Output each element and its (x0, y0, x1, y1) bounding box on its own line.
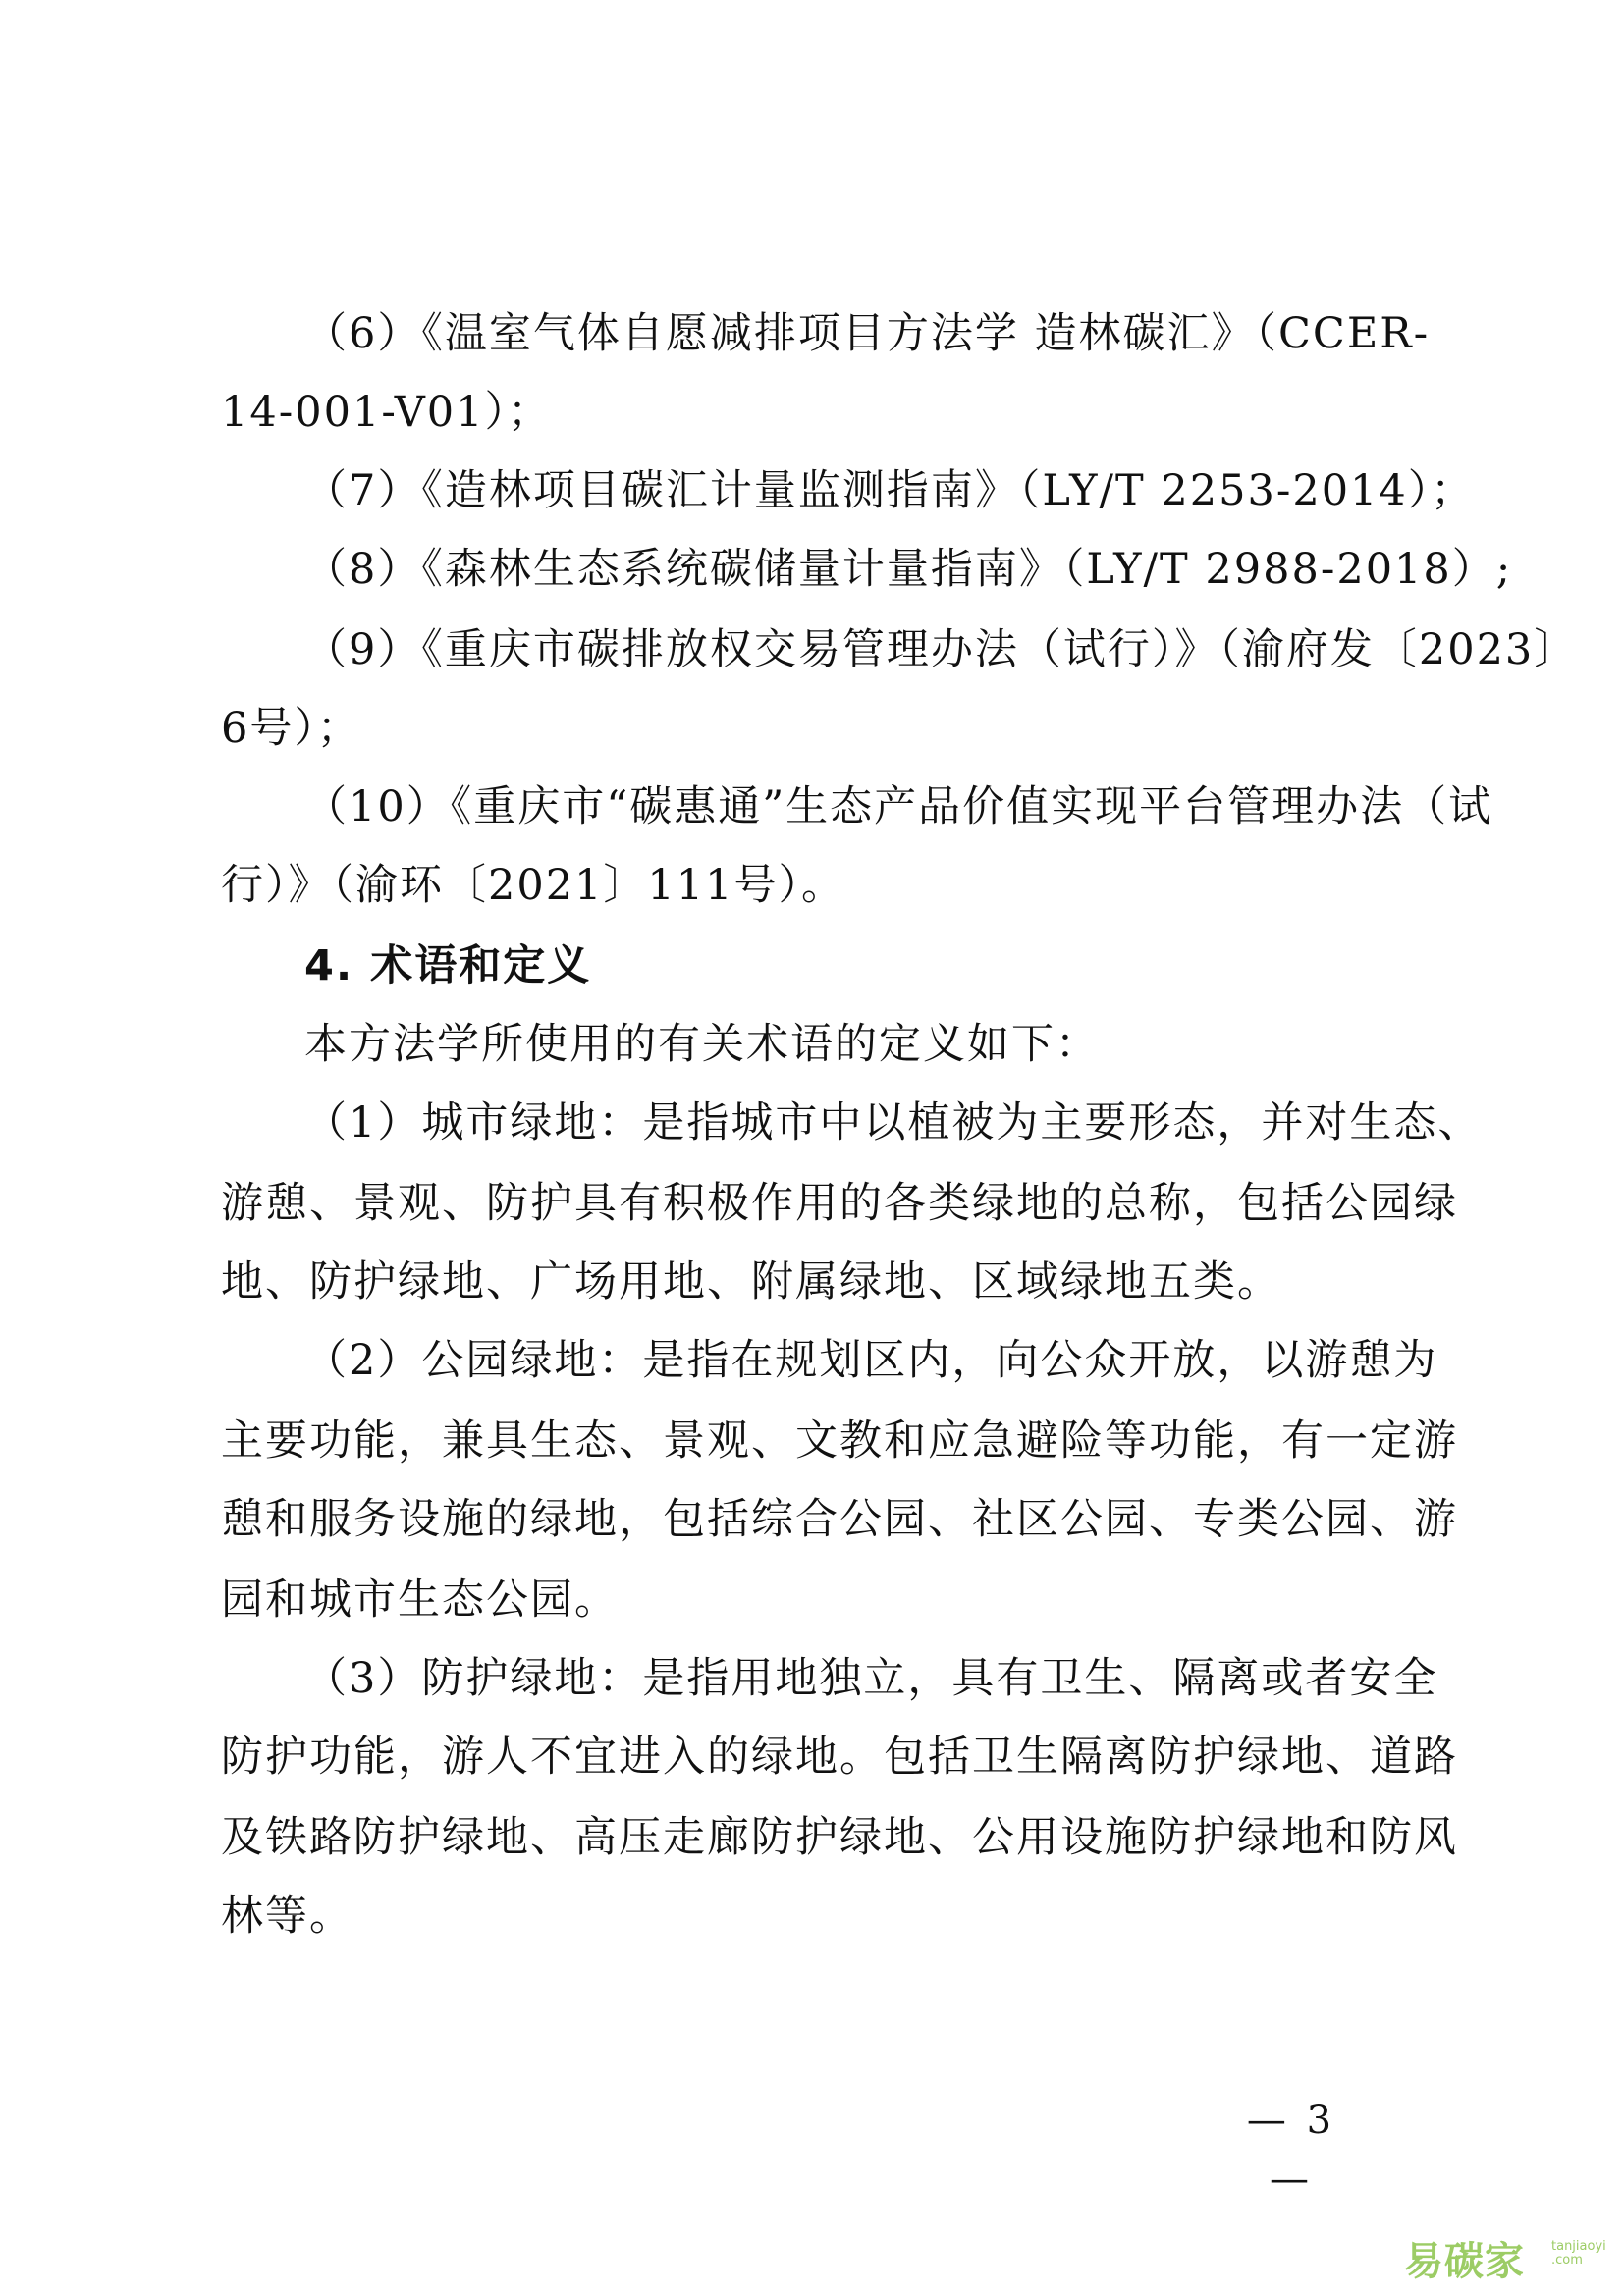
paragraph-line: 行）》（渝环〔2021〕111号）。 (221, 861, 846, 910)
section-heading: 4. 术语和定义 (304, 941, 592, 990)
paragraph-line: 游憩、景观、防护具有积极作用的各类绿地的总称，包括公园绿 (221, 1179, 1458, 1228)
paragraph-line: （1）城市绿地：是指城市中以植被为主要形态，并对生态、 (304, 1098, 1483, 1148)
watermark-brand: 易碳家 (1404, 2239, 1525, 2284)
paragraph-line: 14-001-V01）； (221, 388, 552, 437)
paragraph-line: （9）《重庆市碳排放权交易管理办法（试行）》（渝府发〔2023〕 (304, 625, 1579, 674)
paragraph-line: 林等。 (221, 1892, 353, 1941)
paragraph-line: （2）公园绿地：是指在规划区内，向公众开放，以游憩为 (304, 1336, 1438, 1385)
paragraph-line: 本方法学所使用的有关术语的定义如下： (304, 1020, 1100, 1069)
paragraph-line: （6）《温室气体自愿减排项目方法学 造林碳汇》（CCER- (304, 309, 1431, 358)
paragraph-line: 地、防护绿地、广场用地、附属绿地、区域绿地五类。 (221, 1257, 1281, 1307)
paragraph-line: 园和城市生态公园。 (221, 1575, 619, 1625)
watermark-logo (1404, 2226, 1610, 2285)
paragraph-line: 6号）； (221, 704, 361, 753)
paragraph-line: 主要功能，兼具生态、景观、文教和应急避险等功能，有一定游 (221, 1416, 1458, 1466)
paragraph-line: （8）《森林生态系统碳储量计量指南》（LY/T 2988-2018）; (304, 545, 1513, 594)
paragraph-line: （7）《造林项目碳汇计量监测指南》（LY/T 2253-2014）； (304, 466, 1476, 515)
paragraph-line: 憩和服务设施的绿地，包括综合公园、社区公园、专类公园、游 (221, 1495, 1458, 1544)
paragraph-line: （10）《重庆市“碳惠通”生态产品价值实现平台管理办法（试 (304, 782, 1493, 831)
paragraph-line: 防护功能，游人不宜进入的绿地。包括卫生隔离防护绿地、道路 (221, 1733, 1458, 1782)
paragraph-line: （3）防护绿地：是指用地独立，具有卫生、隔离或者安全 (304, 1654, 1438, 1703)
page-number: — 3 — (1246, 2098, 1336, 2202)
paragraph-line: 及铁路防护绿地、高压走廊防护绿地、公用设施防护绿地和防风 (221, 1813, 1458, 1862)
watermark-url: tanjiaoyi .com (1551, 2239, 1606, 2268)
